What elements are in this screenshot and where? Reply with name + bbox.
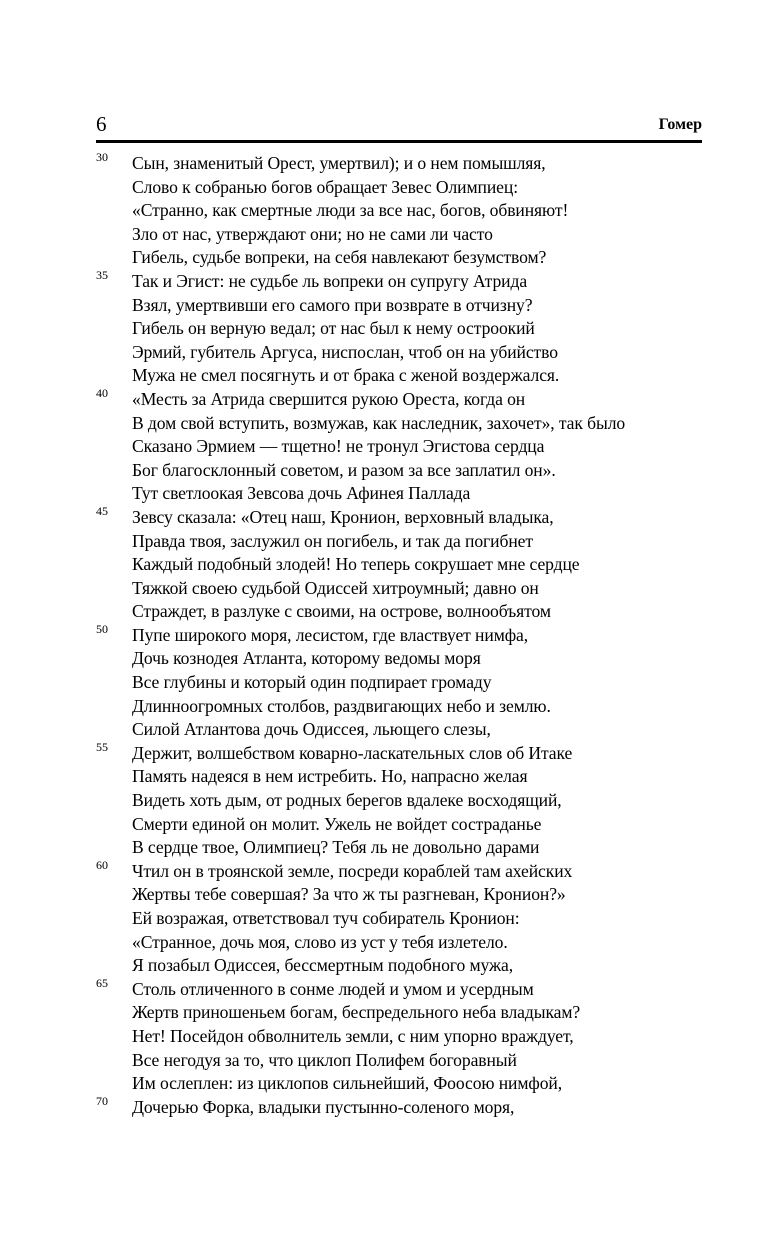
line-text: «Странное, дочь моя, слово из уст у тебя излетело. <box>132 931 508 952</box>
verse-line <box>96 459 736 483</box>
verse-line <box>96 695 736 719</box>
verse-line <box>96 975 736 1002</box>
line-text: В дом свой вступить, возмужав, как наследник, захочет», так было <box>132 412 626 433</box>
line-text: «Месть за Атрида свершится рукою Ореста, когда он <box>132 388 526 409</box>
verse-line <box>96 1072 736 1096</box>
line-text: Дочь кознодея Атланта, которому ведомы моря <box>132 648 481 669</box>
line-text: «Странно, как смертные люди за все нас, богов, обвиняют! <box>132 200 569 221</box>
line-text: Тут светлоокая Зевсова дочь Афинея Паллада <box>132 483 471 504</box>
verse-line <box>96 718 736 742</box>
verse-line <box>96 530 736 554</box>
line-text: Столь отличенного в сонме людей и умом и усердным <box>132 978 534 999</box>
page-header <box>96 112 702 143</box>
verse-line <box>96 739 736 766</box>
line-text: Им ослеплен: из циклопов сильнейший, Фоосою нимфой, <box>132 1073 563 1094</box>
verse-line <box>96 317 736 341</box>
verse-line <box>96 647 736 671</box>
verse-line <box>96 600 736 624</box>
verse-line <box>96 1001 736 1025</box>
line-text: Нет! Посейдон обволнитель земли, с ним упорно враждует, <box>132 1025 574 1046</box>
verse-line <box>96 294 736 318</box>
line-text: Гибель он верную ведал; от нас был к нему остроокий <box>132 318 535 339</box>
verse-line <box>96 503 736 530</box>
line-text: Я позабыл Одиссея, бессмертным подобного мужа, <box>132 955 514 976</box>
verse-line <box>96 836 736 860</box>
verse-line <box>96 223 736 247</box>
line-text: Каждый подобный злодей! Но теперь сокрушает мне сердце <box>132 554 580 575</box>
line-text: Мужа не смел посягнуть и от брака с женой воздержался. <box>132 365 560 386</box>
verse-line <box>96 857 736 884</box>
verse-line <box>96 765 736 789</box>
verse-line <box>96 813 736 837</box>
line-number: 60 <box>96 857 108 872</box>
verse-line <box>96 1093 736 1120</box>
line-text: Дочерью Форка, владыки пустынно-соленого моря, <box>132 1096 515 1117</box>
verse-line <box>96 482 736 506</box>
line-text: Жертвы тебе совершая? За что ж ты разгневан, Кронион?» <box>132 884 566 905</box>
verse-line <box>96 621 736 648</box>
verse-line <box>96 341 736 365</box>
line-text: Видеть хоть дым, от родных берегов вдалеке восходящий, <box>132 790 562 811</box>
line-text: Сын, знаменитый Орест, умертвил); и о нем помышляя, <box>132 153 546 173</box>
line-text: Зло от нас, утверждают они; но не сами ли часто <box>132 223 493 244</box>
verse-line <box>96 152 736 176</box>
verse-line <box>96 883 736 907</box>
line-text: В сердце твое, Олимпиец? Тебя ль не довольно дарами <box>132 837 540 858</box>
line-text: Тяжкой своею судьбой Одиссей хитроумный; давно он <box>132 577 539 598</box>
line-text: Все негодуя за то, что циклоп Полифем богоравный <box>132 1049 517 1070</box>
line-text: Пупе широкого моря, лесистом, где властвует нимфа, <box>132 624 529 645</box>
line-text: Память надеяся в нем истребить. Но, напрасно желая <box>132 766 528 787</box>
line-text: Страждет, в разлуке с своими, на острове, волнообъятом <box>132 601 551 622</box>
line-number: 45 <box>96 503 108 518</box>
page-number: 6 <box>96 112 107 136</box>
verse-line <box>96 385 736 412</box>
line-text: Все глубины и который один подпирает громаду <box>132 672 492 693</box>
line-text: Силой Атлантова дочь Одиссея, льющего слезы, <box>132 719 491 740</box>
line-number: 65 <box>96 975 108 990</box>
line-text: Так и Эгист: не судьбе ль вопреки он супругу Атрида <box>132 270 528 291</box>
verse-line <box>96 435 736 459</box>
line-text: Правда твоя, заслужил он погибель, и так да погибнет <box>132 530 533 551</box>
line-text: Смерти единой он молит. Ужель не войдет состраданье <box>132 813 542 834</box>
line-text: Длинноогромных столбов, раздвигающих небо и землю. <box>132 695 551 716</box>
line-text: Чтил он в троянской земле, посреди кораблей там ахейских <box>132 860 573 881</box>
line-text: Взял, умертвивши его самого при возврате в отчизну? <box>132 294 533 315</box>
verse-line <box>96 176 736 200</box>
line-number: 70 <box>96 1093 108 1108</box>
line-text: Ей возражая, ответствовал туч собиратель Кронион: <box>132 908 520 928</box>
line-text: Зевсу сказала: «Отец наш, Кронион, верховный владыка, <box>132 506 554 527</box>
verse-line <box>96 246 736 270</box>
running-head: Гомер <box>658 116 702 133</box>
verse-line <box>96 789 736 813</box>
verse-line <box>96 577 736 601</box>
line-number: 50 <box>96 621 108 636</box>
line-text: Гибель, судьбе вопреки, на себя навлекают безумством? <box>132 247 547 268</box>
verse-line <box>96 907 736 931</box>
line-text: Жертв приношеньем богам, беспредельного неба владыкам? <box>132 1002 581 1023</box>
line-number: 40 <box>96 385 108 400</box>
line-text: Слово к собранью богов обращает Зевес Олимпиец: <box>132 176 518 197</box>
line-text: Сказано Эрмием — тщетно! не тронул Эгистова сердца <box>132 436 545 457</box>
line-number: 30 <box>96 150 108 164</box>
poem-text <box>96 152 736 1119</box>
verse-line <box>96 1049 736 1073</box>
line-number: 35 <box>96 267 108 282</box>
line-text: Эрмий, губитель Аргуса, ниспослан, чтоб он на убийство <box>132 341 558 362</box>
line-text: Держит, волшебством коварно-ласкательных слов об Итаке <box>132 742 573 763</box>
line-number: 55 <box>96 739 108 754</box>
verse-line <box>96 1025 736 1049</box>
verse-line <box>96 267 736 294</box>
verse-line <box>96 364 736 388</box>
verse-line <box>96 931 736 955</box>
verse-line <box>96 954 736 978</box>
verse-line <box>96 553 736 577</box>
verse-line <box>96 671 736 695</box>
verse-line <box>96 199 736 223</box>
verse-line <box>96 412 736 436</box>
line-text: Бог благосклонный советом, и разом за все заплатил он». <box>132 459 556 480</box>
